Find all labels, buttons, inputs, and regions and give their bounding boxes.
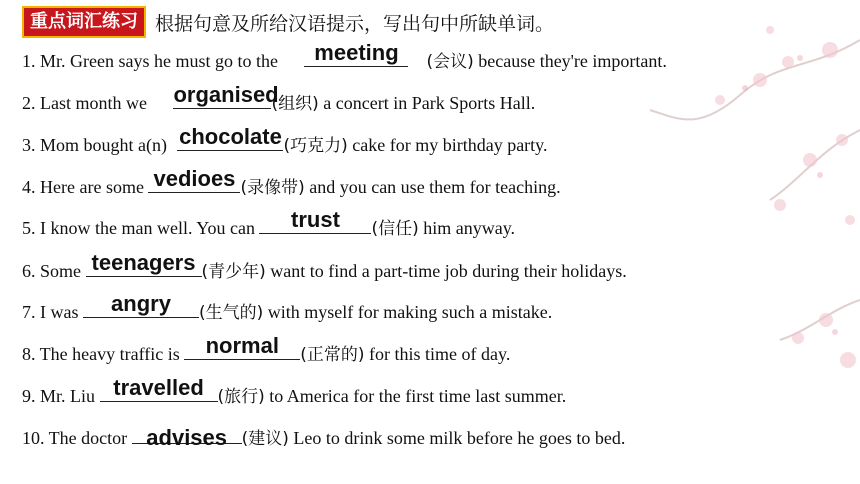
chinese-hint: (生气的) (199, 303, 264, 323)
exercise-line: 8. The heavy traffic is normal (正常的) for this time of day. (22, 333, 511, 365)
answer-blank (304, 40, 408, 67)
chinese-hint: (青少年) (201, 262, 266, 282)
chinese-hint: (会议) (426, 52, 474, 72)
instruction-text: 根据句意及所给汉语提示，写出句中所缺单词。 (155, 12, 555, 35)
chinese-hint: (组织) (271, 94, 319, 114)
answer-word: teenagers (91, 250, 196, 275)
exercise-line: 5. I know the man well. You can trust (信任) him anyway. (22, 207, 516, 239)
exercise-line: 6. Some teenagers (青少年) want to find a part-time job during their holidays. (22, 250, 627, 282)
answer-blank (100, 375, 218, 402)
chinese-hint: (录像带) (240, 178, 305, 198)
answer-word: travelled (113, 375, 204, 400)
answer-word: vedioes (153, 166, 236, 191)
exercise-line: 3. Mom bought a(n) chocolate (巧克力) cake for my birthday party. (22, 124, 548, 156)
answer-blank (86, 250, 202, 277)
exercise-line: 9. Mr. Liu travelled (旅行) to America for the first time last summer. (22, 375, 567, 407)
answer-word: angry (111, 291, 171, 316)
exercise-line: 7. I was angry (生气的) with myself for making such a mistake. (22, 291, 553, 323)
exercise-line: 4. Here are some vedioes (录像带) and you can use them for teaching. (22, 166, 561, 198)
chinese-hint: (正常的) (300, 345, 365, 365)
answer-word: trust (291, 207, 340, 232)
answer-word: organised (173, 82, 279, 107)
answer-blank (177, 124, 283, 151)
answer-blank (184, 333, 300, 360)
exercise-line: 1. Mr. Green says he must go to the meeting (会议) because they're important. (22, 40, 667, 72)
answer-word: meeting (314, 40, 399, 65)
answer-blank (173, 82, 279, 109)
chinese-hint: (旅行) (217, 387, 265, 407)
answer-word: chocolate (179, 124, 282, 149)
exercise-line: 2. Last month we organised (组织) a concert in Park Sports Hall. (22, 82, 536, 114)
section-tag: 重点词汇练习 (22, 6, 146, 38)
exercise-line: 10. The doctor advises (建议) Leo to drink some milk before he goes to bed. (22, 425, 626, 450)
chinese-hint: (巧克力) (283, 136, 348, 156)
answer-blank (148, 166, 240, 193)
title-row (22, 7, 554, 37)
answer-word: advises (146, 425, 228, 450)
chinese-hint: (建议) (241, 429, 289, 449)
answer-blank (259, 207, 371, 234)
chinese-hint: (信任) (371, 219, 419, 239)
answer-blank (132, 423, 242, 450)
answer-blank (83, 291, 199, 318)
answer-word: normal (205, 333, 279, 358)
